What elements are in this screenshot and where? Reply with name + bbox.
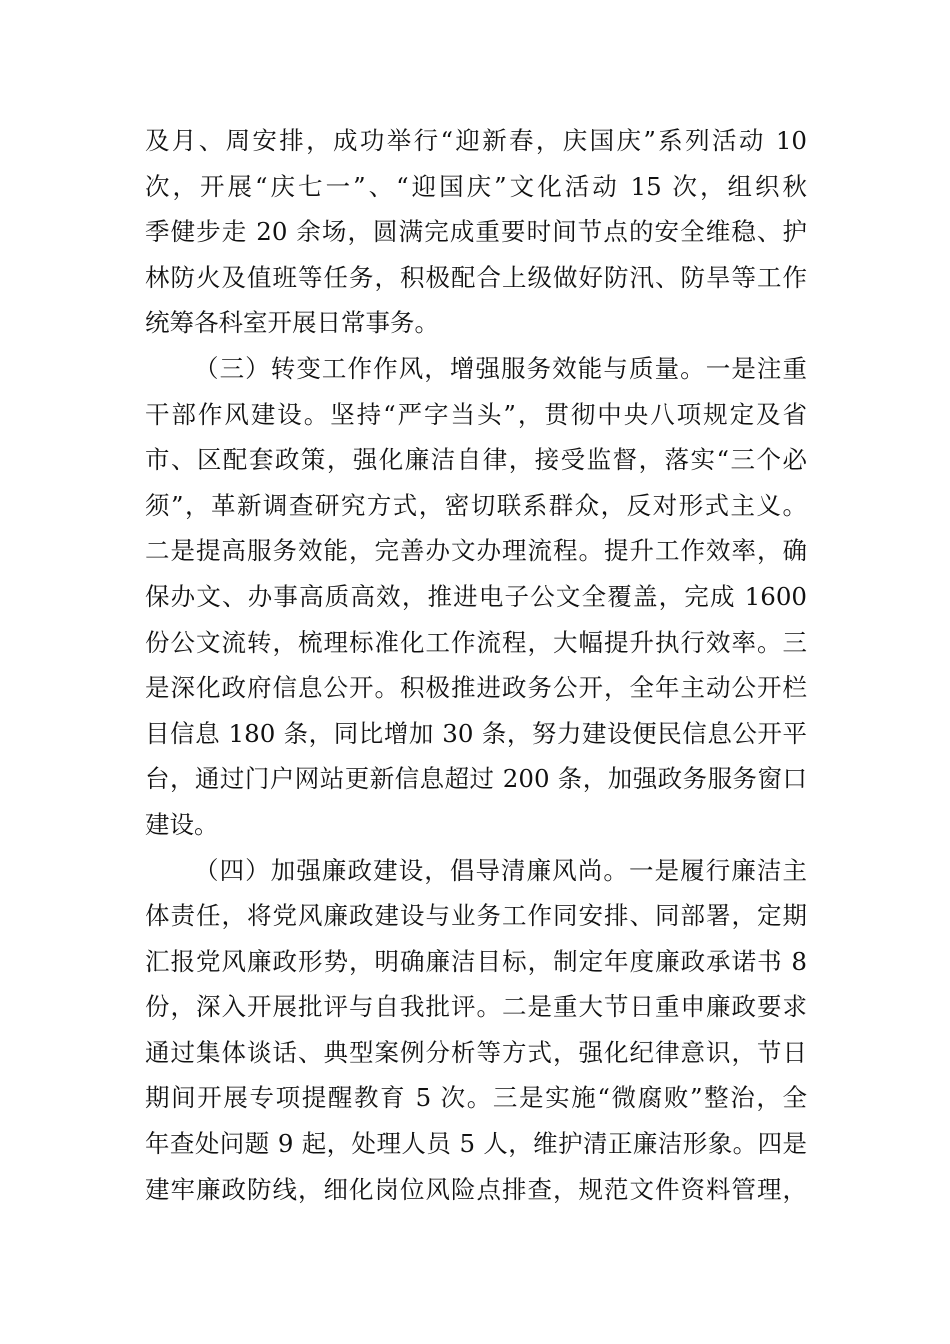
text-line: 年查处问题 9 起，处理人员 5 人，维护清正廉洁形象。四是: [145, 1129, 807, 1159]
text-line: 统筹各科室开展日常事务。: [145, 308, 439, 338]
text-line: 须”，革新调查研究方式，密切联系群众，反对形式主义。: [145, 490, 807, 520]
text-line: 通过集体谈话、典型案例分析等方式，强化纪律意识，节日: [145, 1037, 807, 1067]
paragraph-section-4: [145, 848, 807, 1213]
text-line: 是深化政府信息公开。积极推进政务公开，全年主动公开栏: [145, 673, 807, 703]
paragraph-section-3: [145, 346, 807, 848]
text-line: 建牢廉政防线，细化岗位风险点排查，规范文件资料管理，: [145, 1174, 807, 1204]
text-line: 市、区配套政策，强化廉洁自律，接受监督，落实“三个必: [145, 445, 807, 475]
text-line: 份公文流转，梳理标准化工作流程，大幅提升执行效率。三: [145, 627, 807, 657]
section-heading-line: （四）加强廉政建设，倡导清廉风尚。一是履行廉洁主: [194, 855, 807, 885]
text-line: 体责任，将党风廉政建设与业务工作同安排、同部署，定期: [145, 901, 807, 931]
text-line: 份，深入开展批评与自我批评。二是重大节日重申廉政要求: [145, 992, 807, 1022]
text-line: 季健步走 20 余场，圆满完成重要时间节点的安全维稳、护: [145, 217, 807, 247]
document-body: [145, 118, 807, 1212]
text-line: 汇报党风廉政形势，明确廉洁目标，制定年度廉政承诺书 8: [145, 946, 807, 976]
text-line: 及月、周安排，成功举行“迎新春，庆国庆”系列活动 10: [145, 126, 807, 155]
text-line: 建设。: [145, 809, 219, 839]
text-line: 林防火及值班等任务，积极配合上级做好防汛、防旱等工作: [145, 262, 807, 292]
text-line: 干部作风建设。坚持“严字当头”，贯彻中央八项规定及省: [145, 399, 807, 429]
text-line: 二是提高服务效能，完善办文办理流程。提升工作效率，确: [145, 536, 807, 566]
section-heading-line: （三）转变工作作风，增强服务效能与质量。一是注重: [194, 353, 807, 383]
paragraph-continuation: [145, 118, 807, 346]
text-line: 保办文、办事高质高效，推进电子公文全覆盖，完成 1600: [145, 581, 807, 611]
text-line: 目信息 180 条，同比增加 30 条，努力建设便民信息公开平: [145, 718, 807, 748]
text-line: 台，通过门户网站更新信息超过 200 条，加强政务服务窗口: [145, 764, 807, 794]
text-line: 期间开展专项提醒教育 5 次。三是实施“微腐败”整治，全: [145, 1083, 807, 1113]
text-line: 次，开展“庆七一”、“迎国庆”文化活动 15 次，组织秋: [145, 171, 807, 201]
